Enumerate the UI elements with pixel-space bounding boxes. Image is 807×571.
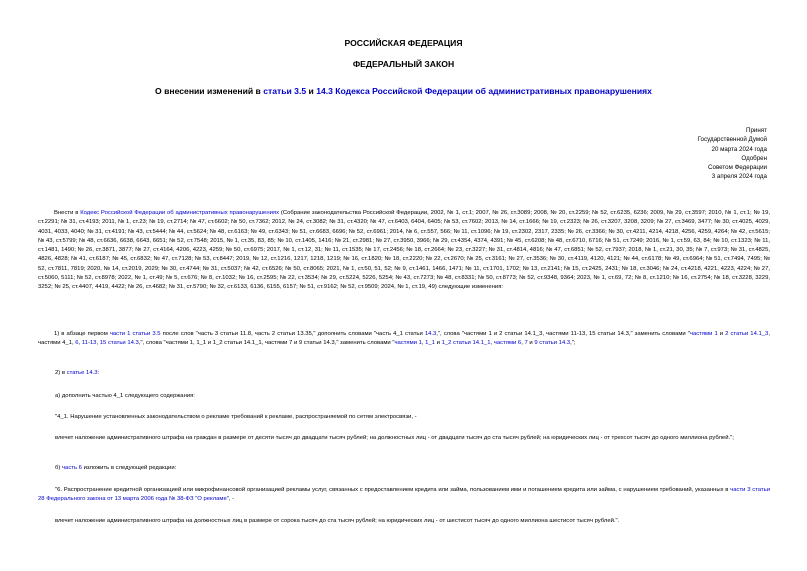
link-1-1[interactable]: 1_1 xyxy=(425,340,435,347)
link-parts-1[interactable]: частями 1 xyxy=(689,331,718,337)
part-4-1-penalty: влечет наложение административного штрафа на граждан в размере от десяти тысяч до двадцати тысяч рублей; на должностных лиц - от двадцати тысяч до ста тысяч рублей; на юридических лиц - от трехсот тысяч до одного миллиона рублей."; xyxy=(55,435,734,441)
link-11-13[interactable]: 11-13 xyxy=(81,340,97,347)
link-parts-6[interactable]: частями 6 xyxy=(493,340,522,347)
approved-date: 3 апреля 2024 года xyxy=(711,173,767,181)
link-6[interactable]: 6 xyxy=(75,340,79,347)
adopted-label: Принят xyxy=(746,127,767,134)
link-7[interactable]: 7 xyxy=(524,340,528,347)
link-9-article-14-3[interactable]: 9 статьи 14.3 xyxy=(534,340,571,347)
adoption-block xyxy=(607,126,767,182)
part-4-1-text: "4_1. Нарушение установленных законодательством о рекламе требований к рекламе, распространяемой по сетям электросвязи, - xyxy=(55,414,417,420)
article-14-3-link[interactable]: статье 14.3 xyxy=(66,370,98,376)
item-1-paragraph: 1) в абзаце первом части 1 статьи 3.5 после слов "часть 3 статьи 11.8, часть 2 статьи 13.35," дополнить словами "часть 4_1 статьи 14.3,", слова "частями 1 и 2 статьи 14.1_3, частями 11-13, 15 статьи 14.3," заменить словами "частями 1 и 2 статьи 14.1_3, частями 4_1, 6, 11-13, 15 статьи 14.3,", слова "частями 1, 1_1 и 1_2 статьи 14.1_1, частями 7 и 9 статьи 14.3," заменить словами "частями 1, 1_1 и 1_2 статьи 14.1_1, частями 6, 7 и 9 статьи 14.3,"; xyxy=(38,331,770,347)
link-1-2-article-14-1-1[interactable]: 1_2 статьи 14.1_1 xyxy=(441,340,491,347)
advertising-law-link[interactable]: части 3 статьи 28 Федерального закона от 13 марта 2006 года № 38-ФЗ "О рекламе" xyxy=(38,487,770,503)
article-14-3-koap-link[interactable]: 14.3 Кодекса Российской Федерации об административных правонарушениях xyxy=(316,86,652,96)
federation-heading: РОССИЙСКАЯ ФЕДЕРАЦИЯ xyxy=(344,38,463,48)
item-a-paragraph: а) дополнить частью 4_1 следующего содержания: xyxy=(55,393,195,399)
koap-link[interactable]: Кодекс Российской Федерации об административных правонарушениях xyxy=(80,210,280,216)
law-title: О внесении изменений в статьи 3.5 и 14.3 Кодекса Российской Федерации об административных правонарушениях xyxy=(155,86,652,96)
approved-label: Одобрен xyxy=(741,154,767,162)
law-type-heading: ФЕДЕРАЛЬНЫЙ ЗАКОН xyxy=(352,59,455,69)
link-14-3[interactable]: 14.3 xyxy=(424,331,437,337)
approved-by: Советом Федерации xyxy=(708,164,767,172)
part-6-text: "6. Распространение кредитной организацией или микрофинансовой организацией рекламы услуг, связанных с предоставлением кредита или займа, пользованием ими и погашением кредита или займа, с нарушением требований, указанных в части 3 статьи 28 Федерального закона от 13 марта 2006 года № 38-ФЗ "О рекламе", - xyxy=(38,487,770,503)
article-3-5-link[interactable]: статьи 3.5 xyxy=(263,86,307,96)
link-15-article-14-3[interactable]: 15 статьи 14.3 xyxy=(99,340,139,347)
adopted-by: Государственной Думой xyxy=(697,136,767,144)
adopted-date: 20 марта 2024 года xyxy=(711,145,767,153)
link-2-article-14-1-3[interactable]: 2 статьи 14.1_3 xyxy=(725,331,769,337)
part-6-penalty: влечет наложение административного штрафа на должностных лиц в размере от сорока тысяч до ста тысяч рублей; на юридических лиц - от шестисот тысяч до одного миллиона шестисот тысяч рублей.". xyxy=(55,518,620,524)
item-b-paragraph: б) часть 6 изложить в следующей редакции: xyxy=(55,465,177,471)
item-2-paragraph: 2) в статье 14.3: xyxy=(55,370,100,376)
part-1-article-3-5-link[interactable]: части 1 статьи 3.5 xyxy=(109,331,161,337)
intro-paragraph: Внести в Кодекс Российской Федерации об административных правонарушениях (Собрание законодательства Российской Федерации, 2002, № 1, ст.1; 2007, № 26, ст.3089; 2008, № 20, ст.2259; № 52, ст.6235, 6236; 2009, № 29, ст.3597; 2010, № 1, ст.1; № 19, ст.2291; № 31, ст.4193; 2011, № 1, ст.23; № 19, ст.2714; № 47, ст.6602; № 50, ст.7362; 2012, № 24, ст.3082; № 31, ст.4320; № 47, ст.6403, 6404, 6405; № 53, ст.7602; 2013, № 14, ст.1666; № 19, ст.2323; № 26, ст.3207, 3208, 3209; № 27, ст.3469, 3477; № 30, ст.4025, 4029, 4031, 4033, 4040; № 31, ст.4191; № 43, ст.5444; № 44, ст.5624; № 48, ст.6163; № 49, ст.6343; № 51, ст.6683, 6696; № 52, ст.6961; 2014, № 6, ст.557, 566; № 11, ст.1096; № 19, ст.2302, 2317, 2335; № 26, ст.3366; № 30, ст.4211, 4214, 4218, 4256, 4259, 4264; № 42, ст.5615; № 43, ст.5799; № 48, ст.6636, 6638, 6643, 6651; № 52, ст.7548; 2015, № 1, ст.35, 83, 85; № 10, ст.1405, 1416; № 21, ст.2981; № 27, ст.3950, 3966; № 29, ст.4354, 4374, 4391; № 45, ст.6208; № 48, ст.6710, 6716; № 51, ст.7249; 2016, № 1, ст.59, 63, 84; № 10, ст.1323; № 11, ст.1481, 1490; № 26, ст.3871, 3877; № 27, ст.4164, 4206, 4223, 4259; № 50, ст.6975; 2017, № 1, ст.12, 31; № 11, ст.1535; № 17, ст.2456; № 18, ст.2664; № 23, ст.3227; № 31, ст.4814, 4816; № 47, ст.6851; № 52, ст.7937; 2018, № 1, ст.21, 30, 35; № 7, ст.973; № 31, ст.4825, 4826, 4828; № 41, ст.6187; № 45, ст.6832; № 47, ст.7128; № 53, ст.8447; 2019, № 12, ст.1216, 1217, 1218, 1219; № 16, ст.1820; № 18, ст.2220; № 22, ст.2670; № 25, ст.3161; № 27, ст.3536; № 30, ст.4119, 4120, 4121; № 44, ст.6178; № 49, ст.6964; № 51, ст.7494, 7495; № 52, ст.7811, 7819; 2020, № 14, ст.2019, 2029; № 30, ст.4744; № 31, ст.5037; № 42, ст.6526; № 50, ст.8065; 2021, № 1, ст.50, 51, 52; № 9, ст.1461, 1466, 1471; № 11, ст.1701, 1702; № 13, ст.2141; № 15, ст.2425, 2431; № 18, ст.3046; № 24, ст.4218, 4221, 4223, 4224; № 27, ст.5060, 5111; № 52, ст.8978; 2022, № 1, ст.49; № 5, ст.676; № 8, ст.1032; № 16, ст.2595; № 22, ст.3534; № 29, ст.5224, 5226, 5254; № 43, ст.7273; № 48, ст.8331; № 50, ст.8773; № 52, ст.9348, 9364; 2023, № 1, ст.69, 72; № 8, ст.1210; № 16, ст.2754; № 18, ст.3228, 3229, 3252; № 25, ст.4407, 4419, 4422; № 26, ст.4682; № 31, ст.5790; № 32, ст.6133, 6136, 6155, 6157; № 51, ст.9162; № 52, ст.9509; 2024, № 1, ст.19, 49) следующие изменения: xyxy=(38,210,770,291)
link-parts-1-b[interactable]: частями 1 xyxy=(394,340,422,347)
part-6-link[interactable]: часть 6 xyxy=(61,465,82,471)
